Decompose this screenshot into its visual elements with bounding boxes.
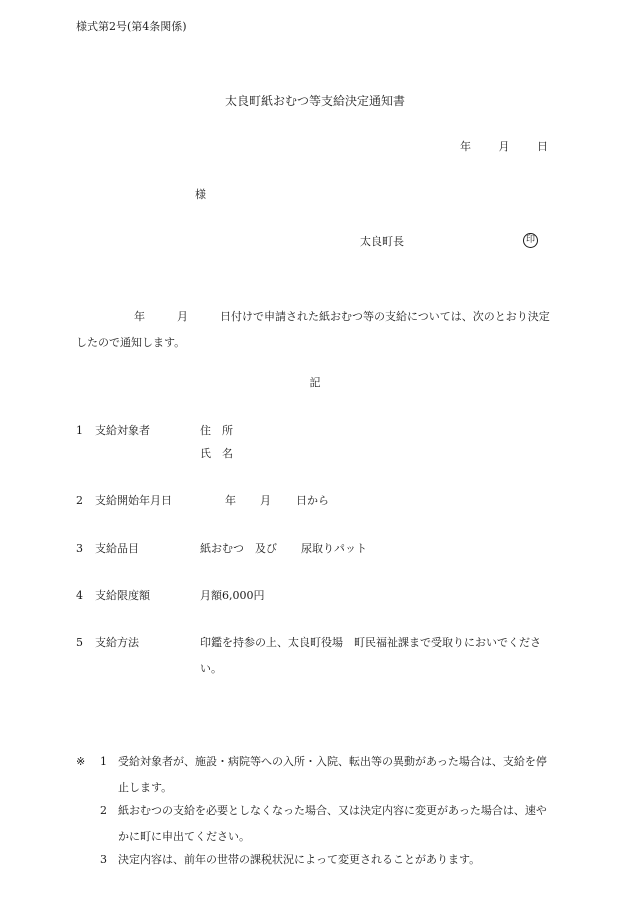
date-line bbox=[436, 141, 548, 152]
body-month: 月 bbox=[177, 310, 188, 323]
item-number: 3 bbox=[76, 542, 83, 555]
name-label: 氏 名 bbox=[200, 447, 233, 460]
seal-mark: 印 bbox=[523, 233, 538, 248]
note-number: 1 bbox=[100, 755, 107, 768]
start-day: 日から bbox=[296, 494, 329, 507]
note-number: 2 bbox=[100, 804, 107, 817]
item-number: 2 bbox=[76, 494, 83, 507]
body-paragraph bbox=[76, 304, 554, 356]
body-year: 年 bbox=[134, 310, 145, 323]
item-label: 支給開始年月日 bbox=[95, 494, 172, 507]
note-number: 3 bbox=[100, 853, 107, 866]
date-month: 月 bbox=[498, 140, 510, 153]
form-number: 様式第2号(第4条関係) bbox=[76, 20, 187, 33]
supply-method: 印鑑を持参の上、太良町役場 町民福祉課まで受取りにおいでください。 bbox=[200, 636, 541, 675]
sender-name: 太良町長 bbox=[360, 235, 404, 248]
start-month: 月 bbox=[260, 494, 271, 507]
body-rest: 日付けで申請された紙おむつ等の支給については、次のとおり決定したので通知します。 bbox=[76, 310, 550, 349]
supply-item-diapers: 紙おむつ 及び bbox=[200, 542, 277, 555]
item-number: 5 bbox=[76, 636, 83, 649]
addressee-suffix: 様 bbox=[195, 188, 206, 201]
note-text: 受給対象者が、施設・病院等への入所・入院、転出等の異動があった場合は、支給を停止します。 bbox=[118, 755, 547, 794]
item-label: 支給方法 bbox=[95, 636, 139, 649]
item-number: 1 bbox=[76, 424, 83, 437]
document-title: 太良町紙おむつ等支給決定通知書 bbox=[224, 94, 405, 108]
supply-limit: 月額6,000円 bbox=[200, 589, 265, 602]
item-number: 4 bbox=[76, 589, 83, 602]
address-label: 住 所 bbox=[200, 424, 233, 437]
date-day: 日 bbox=[537, 140, 548, 153]
date-year: 年 bbox=[460, 140, 471, 153]
supply-item-pads: 尿取りパット bbox=[301, 542, 367, 555]
start-year: 年 bbox=[225, 494, 236, 507]
item-label: 支給限度額 bbox=[95, 589, 150, 602]
item-label: 支給品目 bbox=[95, 542, 139, 555]
note-text: 決定内容は、前年の世帯の課税状況によって変更されることがあります。 bbox=[118, 853, 481, 866]
item-label: 支給対象者 bbox=[95, 424, 150, 437]
ki-heading: 記 bbox=[309, 376, 321, 389]
note-text: 紙おむつの支給を必要としなくなった場合、又は決定内容に変更があった場合は、速やかに町に申出てください。 bbox=[118, 804, 547, 843]
notes-mark: ※ bbox=[76, 755, 86, 768]
supply-items bbox=[200, 543, 367, 554]
